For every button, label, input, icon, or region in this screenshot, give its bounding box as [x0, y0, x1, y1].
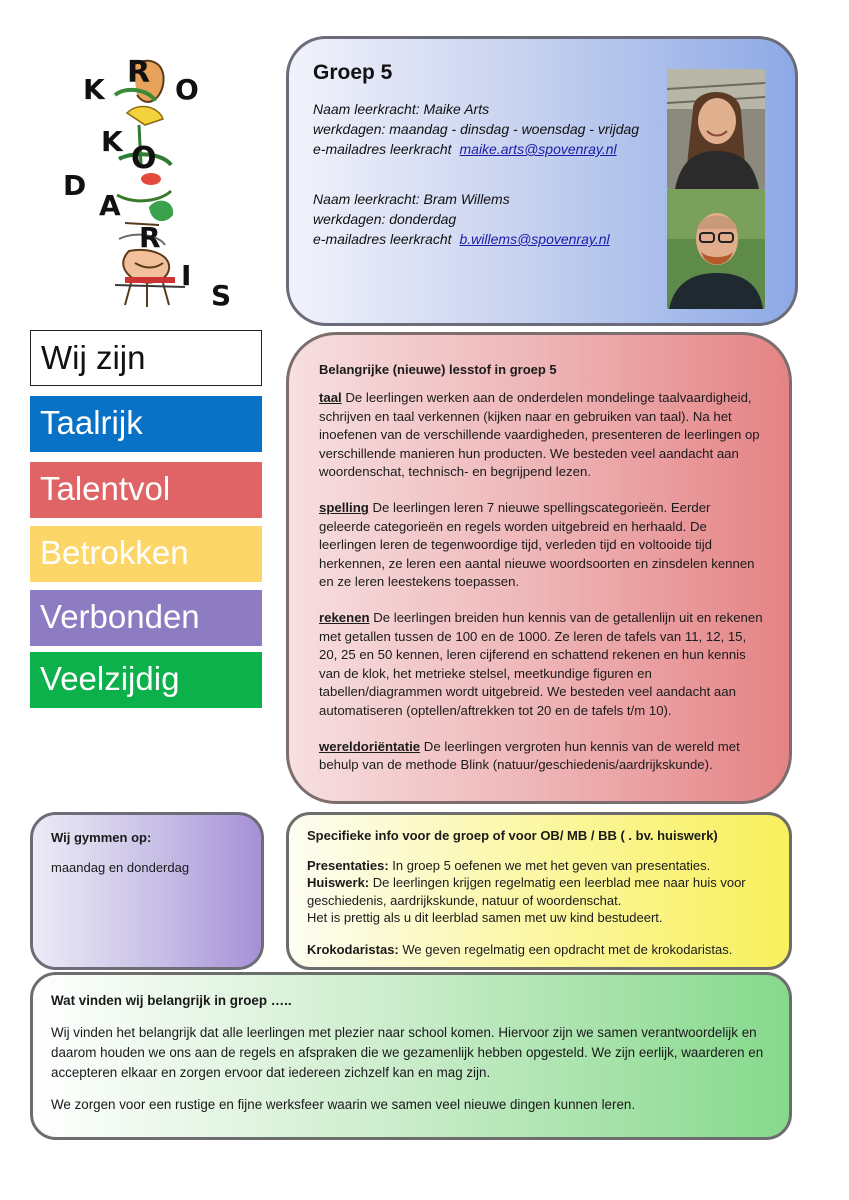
logo-letter: R — [139, 221, 161, 254]
gym-title: Wij gymmen op: — [51, 830, 152, 845]
presentaties-label: Presentaties: — [307, 857, 389, 873]
logo-letter: K — [83, 73, 105, 106]
presentaties-line — [307, 857, 771, 875]
lesson-paragraph — [319, 609, 765, 719]
value-taalrijk: Taalrijk — [30, 396, 262, 452]
logo-letter: O — [175, 73, 199, 106]
subject-label: taal — [319, 390, 342, 406]
krokodaristas-line — [307, 941, 771, 959]
logo-letter: K — [101, 125, 123, 158]
teacher-workdays: werkdagen: maandag - dinsdag - woensdag - vrijdag — [313, 121, 640, 137]
lesson-heading: Belangrijke (nieuwe) lesstof in groep 5 — [319, 362, 557, 377]
teacher-email-label: e-mailadres leerkracht — [313, 141, 452, 157]
subject-label: wereldoriëntatie — [319, 738, 421, 754]
value-talentvol: Talentvol — [30, 462, 262, 518]
gym-days: maandag en donderdag — [51, 860, 190, 875]
group-title: Groep 5 — [313, 61, 393, 84]
value-veelzijdig: Veelzijdig — [30, 652, 262, 708]
teacher-photo — [667, 69, 765, 189]
logo-letter: S — [211, 279, 232, 312]
value-verbonden: Verbonden — [30, 590, 262, 646]
krokodaris-logo — [55, 55, 245, 315]
subject-text: De leerlingen vergroten hun kennis van de wereld met behulp van de methode Blink (natuur/geschiedenis/aardrijkskunde). — [319, 738, 740, 773]
statement-title: Wat vinden wij belangrijk in groep ….. — [51, 993, 292, 1008]
subject-text: De leerlingen breiden hun kennis van de getallenlijn uit en rekenen met getallen tussen de 100 en de 1000. Ze leren de tafels van 11, 12, 15, 20, 25 en 50 kennen, leren cijferend en schattend rekenen en hun kennis van de klok, het metrieke stelsel, meetkundige figuren en tabellen/diagrammen wordt uitgebreid. We besteden veel aandacht aan automatiseren (optellen/aftrekken tot 20 en de tafels t/m 10). — [319, 610, 763, 718]
specific-info-card — [286, 812, 792, 970]
value-betrokken: Betrokken — [30, 526, 262, 582]
values-statement-card — [30, 972, 792, 1140]
subject-label: rekenen — [319, 610, 370, 626]
huiswerk-extra: Het is prettig als u dit leerblad samen met uw kind bestudeert. — [307, 910, 663, 926]
logo-letter: R — [127, 55, 151, 90]
huiswerk-label: Huiswerk: — [307, 875, 370, 891]
huiswerk-text: De leerlingen krijgen regelmatig een leerblad mee naar huis voor geschiedenis, aardrijkskunde, natuur of woordenschat. — [307, 875, 746, 908]
lesson-paragraph — [319, 499, 765, 591]
teacher-email-link[interactable]: maike.arts@spovenray.nl — [459, 141, 617, 157]
logo-letter: A — [99, 189, 121, 222]
lesson-content-card — [286, 332, 792, 804]
value-wij-zijn: Wij zijn — [30, 330, 262, 386]
presentaties-text: In groep 5 oefenen we met het geven van presentaties. — [388, 857, 711, 873]
teacher-name: Naam leerkracht: Bram Willems — [313, 191, 510, 207]
teacher-email-label: e-mailadres leerkracht — [313, 231, 452, 247]
logo-letter: O — [131, 141, 157, 176]
teacher-photo — [667, 189, 765, 309]
teacher-workdays: werkdagen: donderdag — [313, 211, 457, 227]
logo-letter: I — [181, 259, 192, 292]
lesson-paragraph — [319, 389, 765, 481]
subject-label: spelling — [319, 500, 369, 516]
gym-card — [30, 812, 264, 970]
huiswerk-line — [307, 874, 771, 909]
statement-paragraph: Wij vinden het belangrijk dat alle leerlingen met plezier naar school komen. Hiervoor zijn we samen verantwoordelijk en daarom houden we ons aan de regels en afspraken die we gezamenlijk hebben opgesteld. We zijn eerlijk, waarderen en accepteren elkaar en zorgen ervoor dat iedereen zichzelf kan en mag zijn. — [51, 1025, 764, 1080]
krokodaristas-label: Krokodaristas: — [307, 941, 399, 957]
teacher-email-link[interactable]: b.willems@spovenray.nl — [459, 231, 610, 247]
specific-title: Specifieke info voor de groep of voor OB/ MB / BB ( . bv. huiswerk) — [307, 828, 718, 843]
statement-paragraph: We zorgen voor een rustige en fijne werksfeer waarin we samen veel nieuwe dingen kunnen leren. — [51, 1097, 636, 1112]
lesson-paragraph — [319, 738, 765, 775]
logo-letter: D — [63, 169, 87, 202]
teacher-name: Naam leerkracht: Maike Arts — [313, 101, 490, 117]
krokodaristas-text: We geven regelmatig een opdracht met de krokodaristas. — [398, 941, 733, 957]
subject-text: De leerlingen leren 7 nieuwe spellingscategorieën. Eerder geleerde categorieën en regels worden uitgebreid en herhaald. De leerlingen leren de tegenwoordige tijd, verleden tijd en voltooide tijd herkennen, ze leren een aantal nieuwe woordsoorten en zinsdelen kennen en ze leren leestekens toepassen. — [319, 500, 755, 590]
teacher-card — [286, 36, 798, 326]
subject-text: De leerlingen werken aan de onderdelen mondelinge taalvaardigheid, schrijven en taal verkennen (kijken naar en gebruiken van taal). Na het inoefenen van de verschillende vaardigheden, presenteren de leerlingen op verschillende manieren hun producten. We besteden veel aandacht aan woordenschat, technisch- en begrijpend lezen. — [319, 390, 760, 480]
